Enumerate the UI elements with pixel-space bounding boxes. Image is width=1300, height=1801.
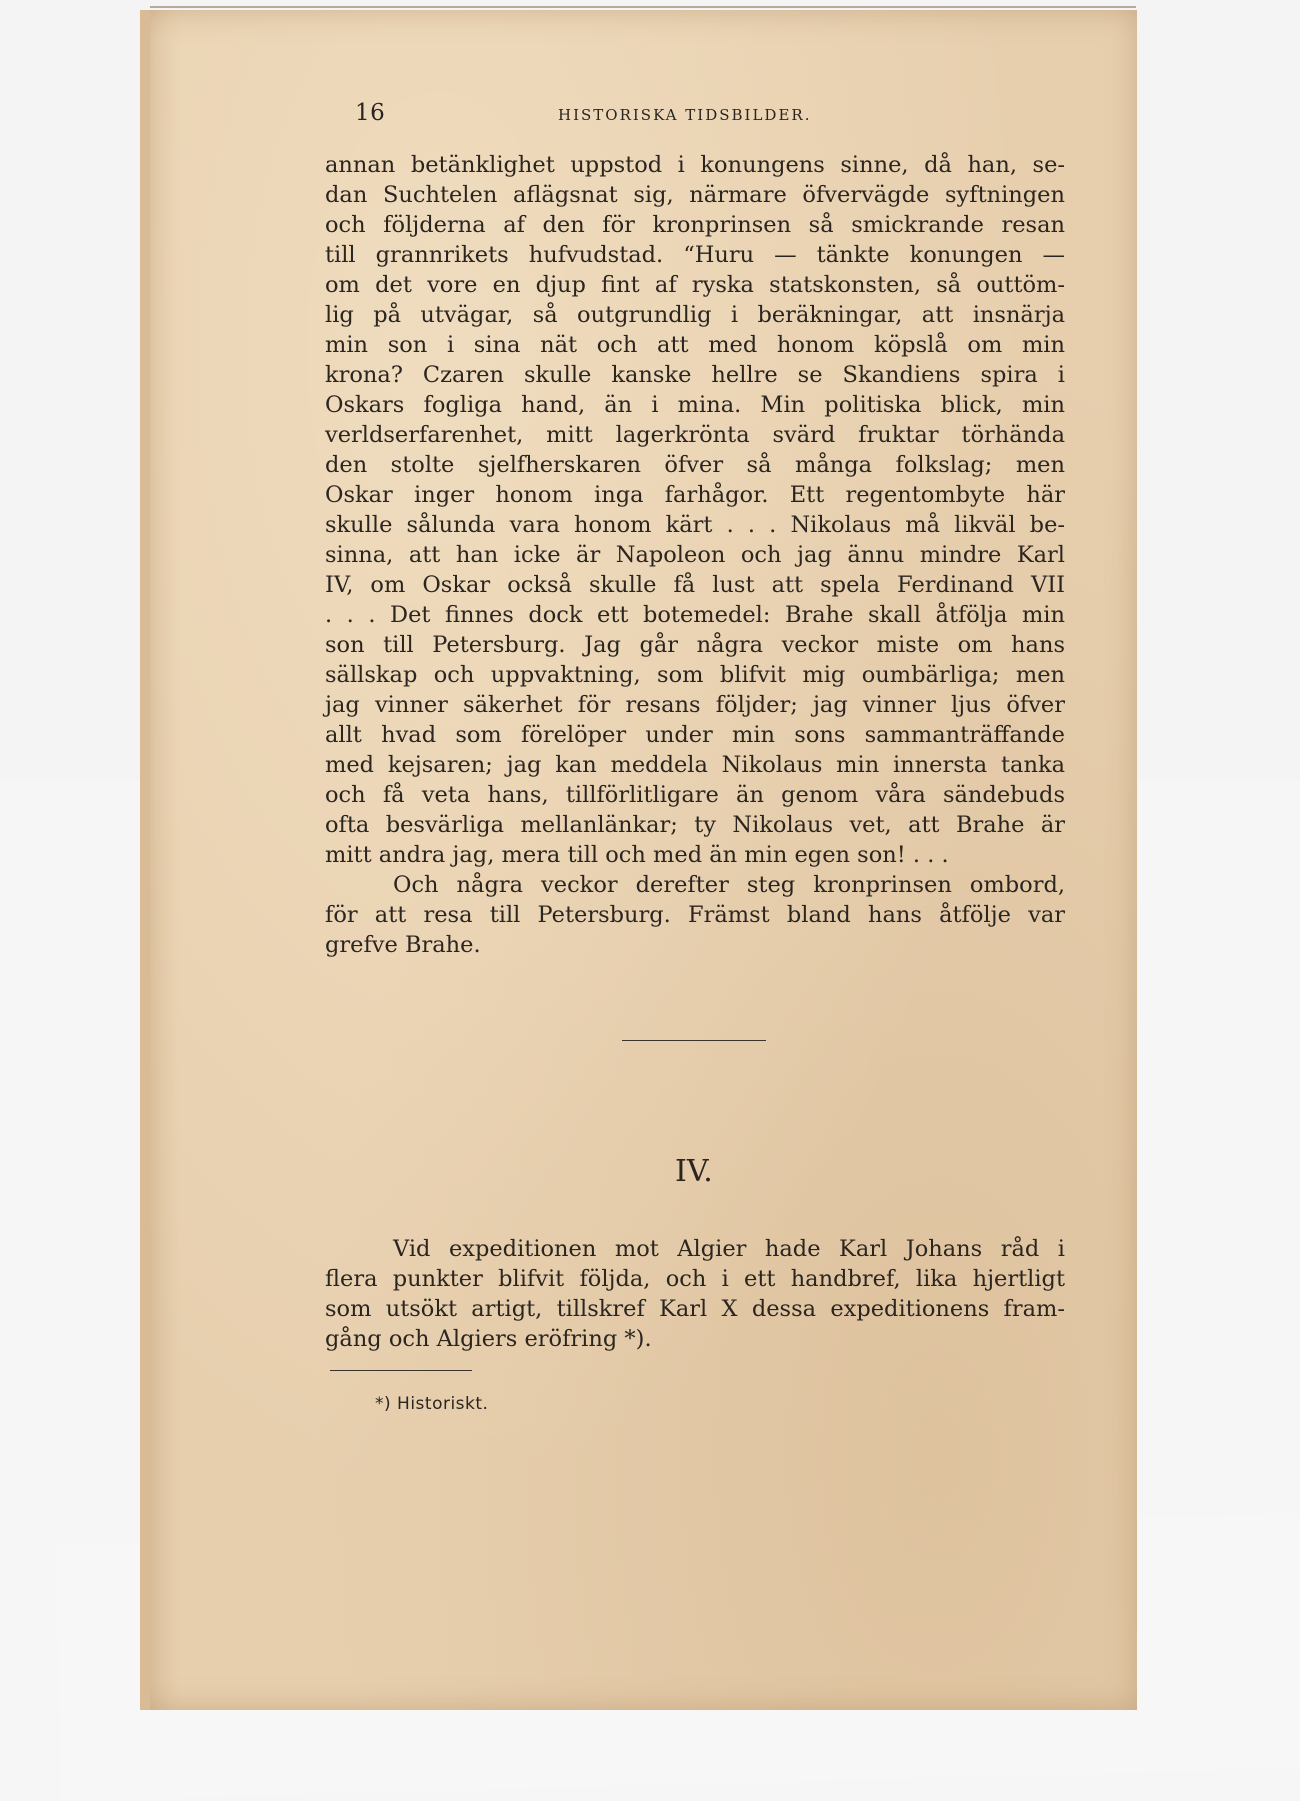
text-line: och få veta hans, tillförlitligare än genom våra sändebuds (325, 782, 1065, 808)
running-head (355, 100, 835, 130)
text-line: ofta besvärliga mellanlänkar; ty Nikolaus vet, att Brahe är (325, 812, 1065, 838)
section-text-2 (325, 1234, 1065, 1354)
text-line: gång och Algiers eröfring *). (325, 1326, 652, 1352)
section-text-1 (325, 150, 1065, 960)
section-divider (622, 1040, 766, 1041)
text-line: min son i sina nät och att med honom köpslå om min (325, 332, 1065, 358)
running-head-title: HISTORISKA TIDSBILDER. (558, 106, 812, 124)
text-line: Vid expeditionen mot Algier hade Karl Johans råd i (393, 1236, 1065, 1262)
text-line: son till Petersburg. Jag går några veckor miste om hans (325, 632, 1065, 658)
text-line: om det vore en djup fint af ryska statskonsten, så outtöm- (325, 272, 1065, 298)
text-line: som utsökt artigt, tillskref Karl X dessa expeditionens fram- (325, 1296, 1065, 1322)
text-line: . . . Det finnes dock ett botemedel: Brahe skall åtfölja min (325, 602, 1065, 628)
text-line: till grannrikets hufvudstad. “Huru — tänkte konungen — (325, 242, 1065, 268)
page-number: 16 (355, 100, 386, 126)
footnote: *) Historiskt. (375, 1394, 489, 1414)
text-line: mitt andra jag, mera till och med än min egen son! . . . (325, 842, 949, 868)
text-line: allt hvad som förelöper under min sons sammanträffande (325, 722, 1065, 748)
text-line: flera punkter blifvit följda, och i ett handbref, lika hjertligt (325, 1266, 1065, 1292)
text-line: skulle sålunda vara honom kärt . . . Nikolaus må likväl be- (325, 512, 1065, 538)
text-line: Oskar inger honom inga farhågor. Ett regentombyte här (325, 482, 1065, 508)
text-line: och följderna af den för kronprinsen så smickrande resan (325, 212, 1065, 238)
scan-edge-shadow (150, 6, 1136, 8)
text-line: Oskars fogliga hand, än i mina. Min politiska blick, min (325, 392, 1065, 418)
text-line: IV, om Oskar också skulle få lust att spela Ferdinand VII (325, 572, 1065, 598)
text-line: lig på utvägar, så outgrundlig i beräkningar, att insnärja (325, 302, 1065, 328)
page-left-edge (140, 10, 150, 1710)
text-line: jag vinner säkerhet för resans följder; jag vinner ljus öfver (325, 692, 1065, 718)
text-line: sällskap och uppvaktning, som blifvit mig oumbärliga; men (325, 662, 1065, 688)
text-line: för att resa till Petersburg. Främst bland hans åtfölje var (325, 902, 1065, 928)
text-line: verldserfarenhet, mitt lagerkrönta svärd fruktar törhända (325, 422, 1065, 448)
footnote-rule (330, 1370, 472, 1371)
text-line: den stolte sjelfherskaren öfver så många folkslag; men (325, 452, 1065, 478)
text-line: grefve Brahe. (325, 932, 481, 958)
text-line: krona? Czaren skulle kanske hellre se Skandiens spira i (325, 362, 1065, 388)
text-line: dan Suchtelen aflägsnat sig, närmare öfvervägde syftningen (325, 182, 1065, 208)
section-number: IV. (675, 1154, 713, 1189)
text-line: med kejsaren; jag kan meddela Nikolaus min innersta tanka (325, 752, 1065, 778)
text-line: sinna, att han icke är Napoleon och jag ännu mindre Karl (325, 542, 1065, 568)
text-line: annan betänklighet uppstod i konungens sinne, då han, se- (325, 152, 1065, 178)
text-line: Och några veckor derefter steg kronprinsen ombord, (393, 872, 1065, 898)
